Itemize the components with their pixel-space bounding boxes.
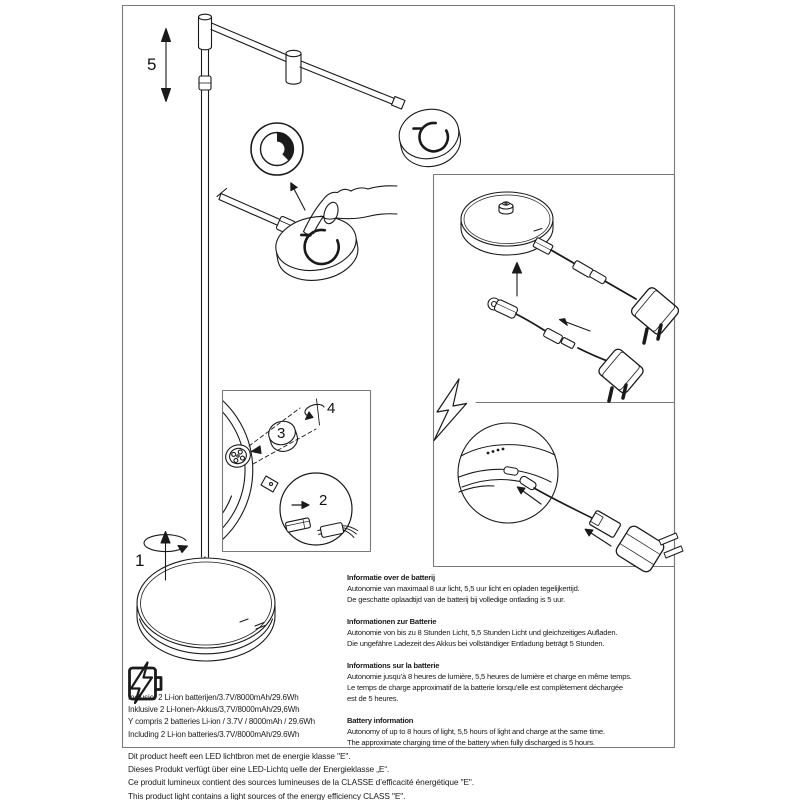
- energy-class-line: Dit product heeft een LED lichtbron met de energie klasse "E".: [128, 751, 351, 761]
- dimmer-level-icon: [251, 123, 303, 175]
- battery-info-title: Informatie over de batterij: [347, 573, 435, 582]
- usb-charging-scene: [458, 423, 683, 574]
- energy-class-text: [128, 750, 474, 800]
- battery-information-text: [347, 572, 672, 759]
- power-adapter-eu-1: [630, 286, 681, 343]
- battery-info-title: Battery information: [347, 716, 414, 725]
- lightning-bolt-icon: [434, 379, 467, 441]
- power-adapter-eu-2: [597, 347, 645, 401]
- included-line: Y compris 2 batteries Li-ion / 3.7V / 8000mAh / 29.6Wh: [128, 717, 315, 727]
- battery-info-title: Informations sur la batterie: [347, 661, 440, 670]
- floor-lamp-drawing: [199, 14, 466, 557]
- included-line: Inklusive 2 Li-Ionen-Akkus/3,7V/8000mAh/29,6Wh: [128, 705, 300, 715]
- battery-info-title: Informationen zur Batterie: [347, 617, 437, 626]
- battery-compartment-inset: [204, 392, 359, 548]
- battery-info-en: Battery information Autonomy of up to 8 hours of light, 5,5 hours of light and charge at the same time. The approximate charging time of the battery when fully discharged is 5 hours.: [347, 715, 672, 748]
- energy-class-line: Dieses Produkt verfügt über eine LED-Lichtq uelle der Energieklasse „E“.: [128, 764, 390, 775]
- battery-info-de: Informationen zur Batterie Autonomie von bis zu 8 Stunden Licht, 5,5 Stunden Licht und gleichzeitiges Aufladen. Die ungefähre Ladezeit des Akkus bei vollständiger Entladung beträgt 5 Stunden.: [347, 616, 672, 649]
- energy-class-line: Ce produit lumineux contient des sources lumineuses de la CLASSE d’efficacité énergétique "E".: [128, 777, 474, 788]
- lamp-base-drawing: [137, 532, 275, 662]
- included-line: Including 2 Li-ion batteries/3.7V/8000mAh/29.6Wh: [128, 729, 300, 739]
- callout-height-adjust: 5: [147, 55, 157, 74]
- callout-connector: 2: [319, 492, 328, 509]
- included-batteries-text: [128, 692, 315, 741]
- battery-info-nl: Informatie over de batterij Autonomie van maximaal 8 uur licht, 5,5 uur licht en opladen tegelijkertijd. De geschatte oplaadtijd van de batterij bij volledige ontlading is 5 uur.: [347, 572, 672, 605]
- touch-control-scene: [217, 183, 397, 287]
- rotate-battery-glyph: [305, 399, 324, 425]
- lamp-head: [395, 104, 466, 172]
- height-adjust-arrow: [162, 29, 171, 102]
- energy-class-line: This product light contains a light sources of the energy efficiency CLASS "E".: [128, 790, 406, 800]
- included-line: Inclusief 2 Li-ion batterijen/3.7V/8000mAh/29.6Wh: [128, 693, 299, 702]
- battery-info-fr: Informations sur la batterie Autonomie jusqu’à 8 heures de lumière, 5,5 heures de lumière et charge en même temps. Le temps de charge approximatif de la batterie lorsqu’elle est complètement déchargée est de 5 heures.: [347, 660, 672, 704]
- callout-rotate-battery: 4: [327, 400, 336, 417]
- usb-a-connector: [589, 510, 621, 538]
- touch-arrow: [291, 183, 305, 210]
- callout-battery-pack: 3: [277, 425, 286, 442]
- charging-via-base-scene: [461, 192, 680, 401]
- callout-rotate-base: 1: [135, 551, 145, 570]
- charging-cable: [488, 298, 610, 362]
